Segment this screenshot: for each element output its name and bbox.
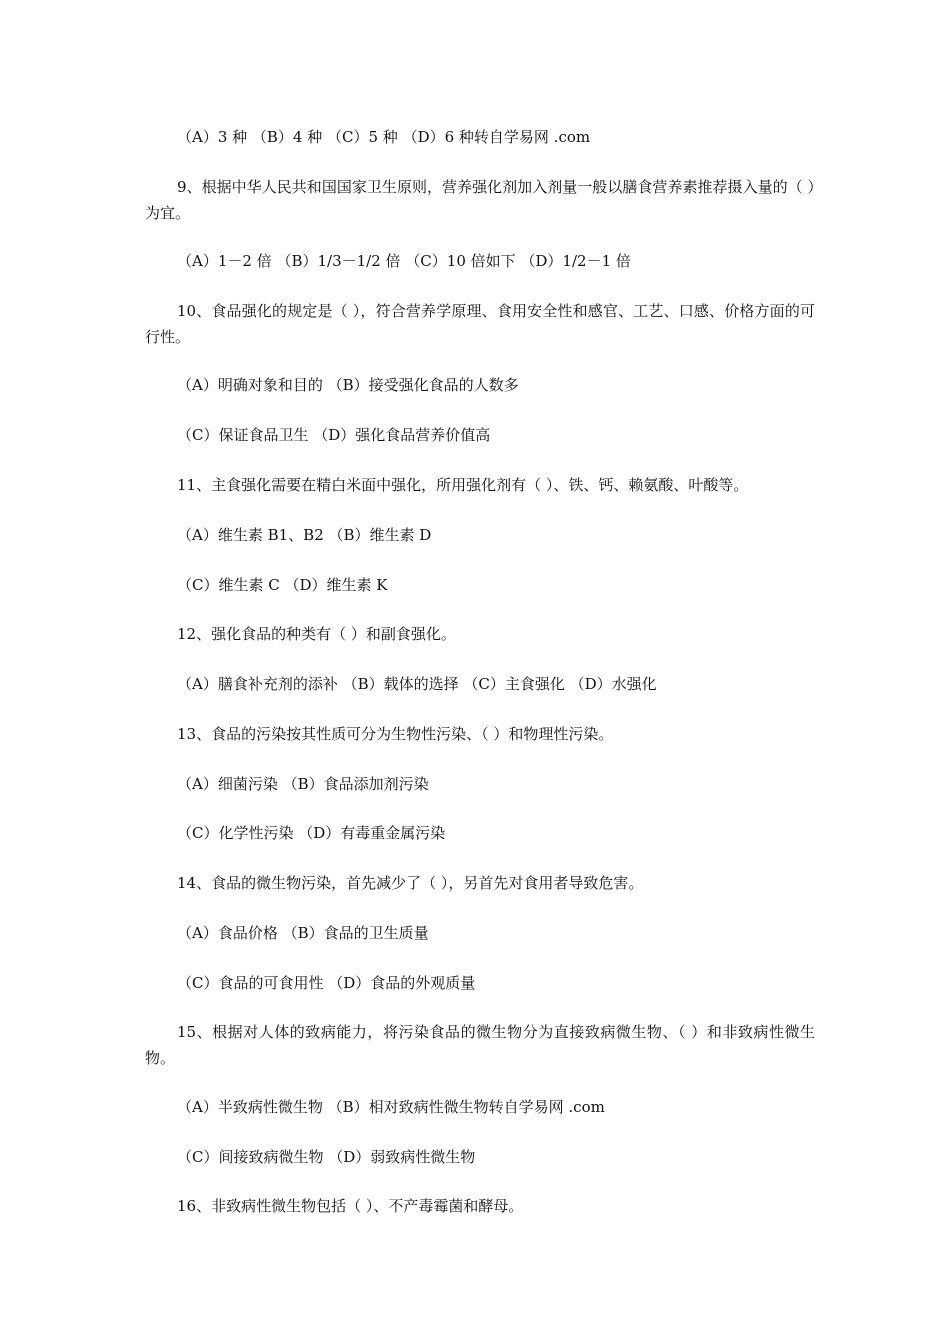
q12-stem: 12、强化食品的种类有（ ）和副食强化。 [177, 625, 456, 643]
q10-options-cd: （C）保证食品卫生 （D）强化食品营养价值高 [177, 426, 491, 444]
q10-options-ab: （A）明确对象和目的 （B）接受强化食品的人数多 [177, 376, 519, 394]
q14-options-ab: （A）食品价格 （B）食品的卫生质量 [177, 924, 429, 942]
q15-stem: 15、根据对人体的致病能力，将污染食品的微生物分为直接致病微生物、（ ）和非致病性微生物。 [145, 1023, 815, 1067]
q11-options-ab: （A）维生素 B1、B2 （B）维生素 D [177, 526, 432, 544]
q14-options-cd: （C）食品的可食用性 （D）食品的外观质量 [177, 974, 476, 992]
q16-stem: 16、非致病性微生物包括（ ）、不产毒霉菌和酵母。 [177, 1197, 524, 1215]
q11-options-cd: （C）维生素 C （D）维生素 K [177, 576, 388, 594]
q14-stem: 14、食品的微生物污染，首先减少了（ ），另首先对食用者导致危害。 [177, 874, 644, 892]
q9-stem: 9、根据中华人民共和国国家卫生原则，营养强化剂加入剂量一般以膳食营养素推荐摄入量的（ ）为宜。 [145, 178, 815, 222]
q8-options: （A）3 种 （B）4 种 （C）5 种 （D）6 种转自学易网 .com [177, 128, 591, 146]
q13-options-cd: （C）化学性污染 （D）有毒重金属污染 [177, 824, 446, 842]
q12-options: （A）膳食补充剂的添补 （B）载体的选择 （C）主食强化 （D）水强化 [177, 675, 657, 693]
q15-options-ab: （A）半致病性微生物 （B）相对致病性微生物转自学易网 .com [177, 1098, 605, 1116]
q13-options-ab: （A）细菌污染 （B）食品添加剂污染 [177, 775, 429, 793]
q13-stem: 13、食品的污染按其性质可分为生物性污染、（ ）和物理性污染。 [177, 725, 614, 743]
q9-options: （A）1－2 倍 （B）1/3－1/2 倍 （C）10 倍如下 （D）1/2－1 倍 [177, 252, 631, 270]
q15-options-cd: （C）间接致病微生物 （D）弱致病性微生物 [177, 1148, 476, 1166]
q11-stem: 11、主食强化需要在精白米面中强化，所用强化剂有（ ）、铁、钙、赖氨酸、叶酸等。 [177, 476, 749, 494]
q10-stem: 10、食品强化的规定是（ ），符合营养学原理、食用安全性和感官、工艺、口感、价格方面的可行性。 [145, 302, 815, 346]
